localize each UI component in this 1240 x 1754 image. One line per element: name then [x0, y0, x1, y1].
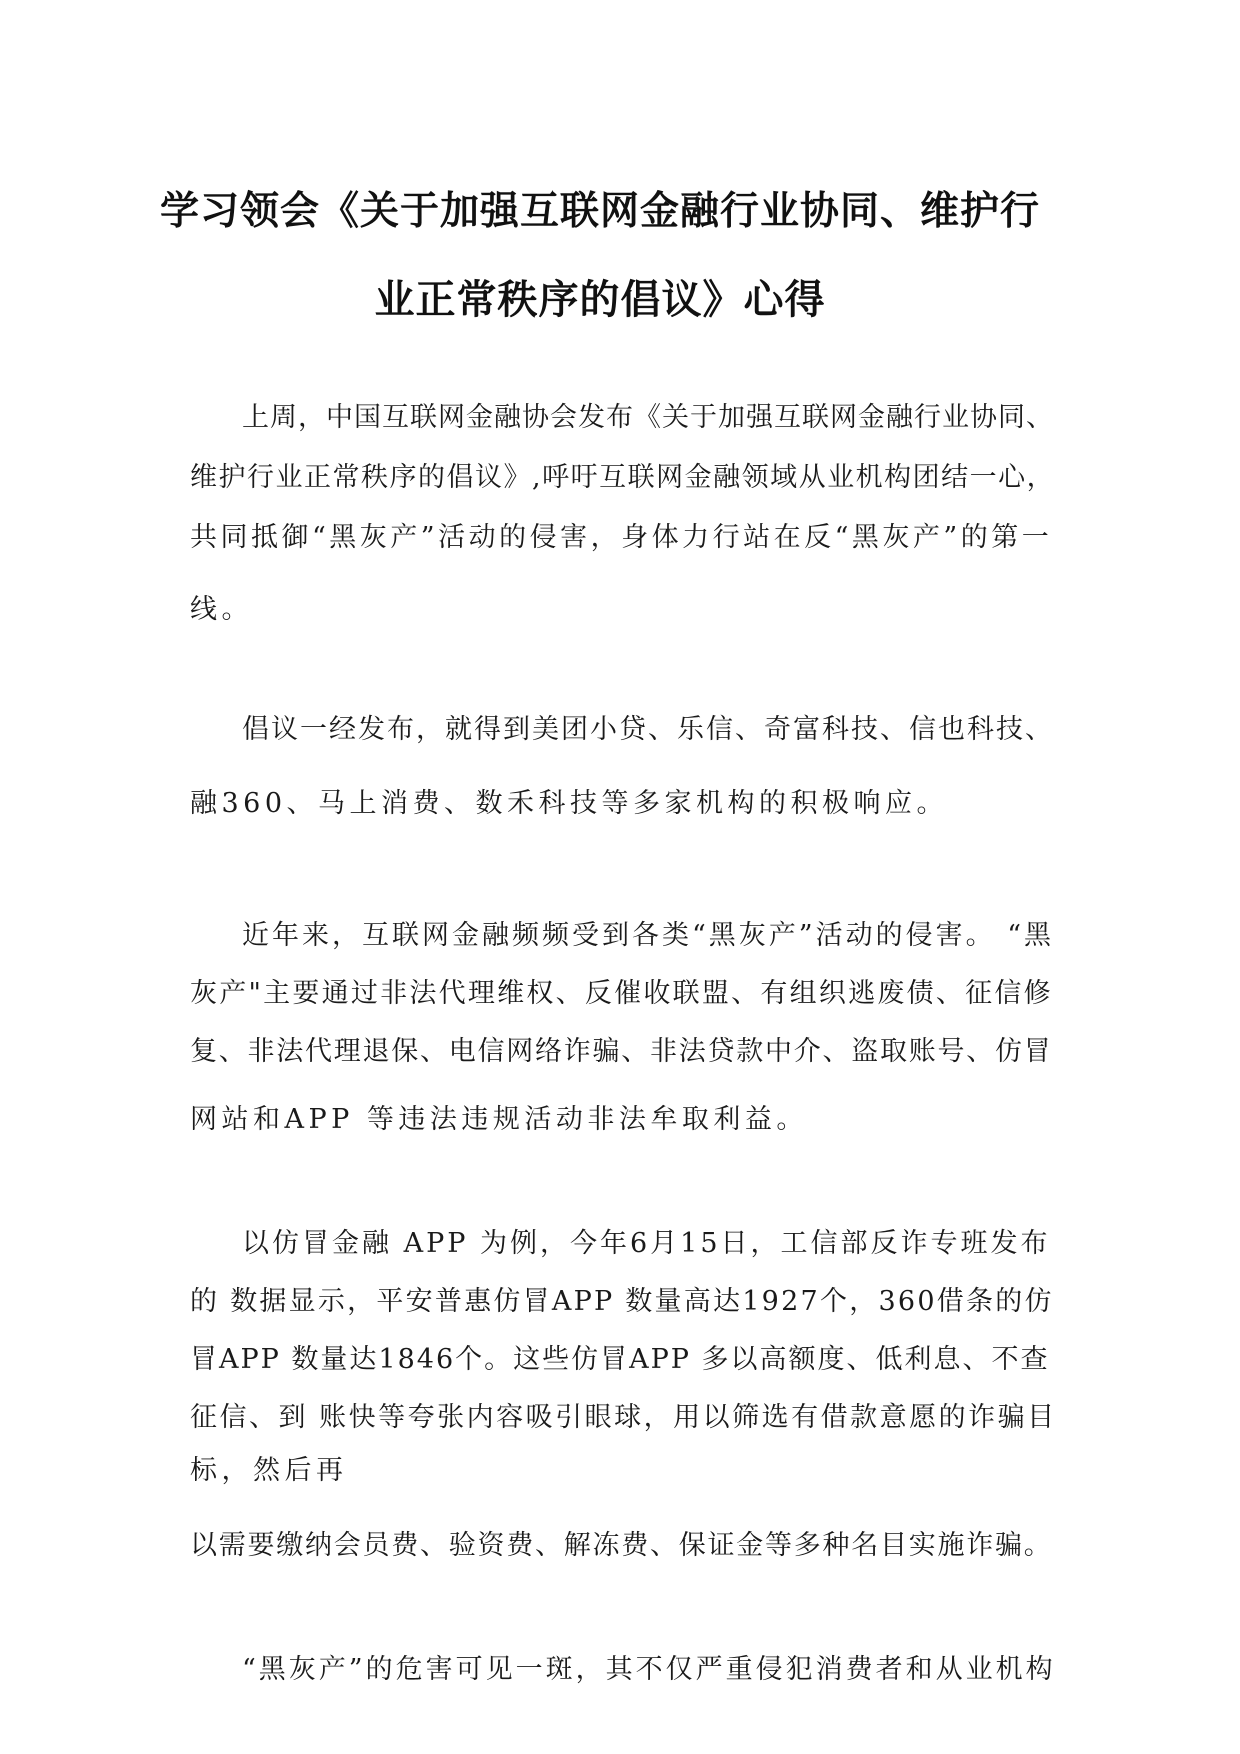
paragraph-1-line-2: 维护行业正常秩序的倡议》,呼吁互联网金融领域从业机构团结一心，	[190, 462, 1056, 493]
paragraph-1-line-3: 共同抵御“黑灰产”活动的侵害，身体力行站在反“黑灰产”的第一	[190, 522, 1053, 553]
paragraph-4-line-5: 标，然后再	[190, 1455, 348, 1486]
paragraph-3-line-3: 复、非法代理退保、电信网络诈骗、非法贷款中介、盗取账号、仿冒	[190, 1036, 1053, 1067]
paragraph-3-line-1: 近年来，互联网金融频频受到各类“黑灰产”活动的侵害。 “黑	[242, 920, 1054, 951]
document-title-line-2: 业正常秩序的倡议》心得	[374, 277, 826, 323]
paragraph-4-line-2: 的 数据显示，平安普惠仿冒APP 数量高达1927个，360借条的仿	[190, 1286, 1054, 1317]
paragraph-4-line-3: 冒APP 数量达1846个。这些仿冒APP 多以高额度、低利息、不查	[190, 1344, 1050, 1375]
paragraph-1-line-4: 线。	[190, 594, 253, 625]
paragraph-3-line-4: 网站和APP 等违法违规活动非法牟取利益。	[190, 1104, 808, 1135]
paragraph-4-line-1: 以仿冒金融 APP 为例，今年6月15日，工信部反诈专班发布	[242, 1228, 1051, 1259]
paragraph-1-line-1: 上周，中国互联网金融协会发布《关于加强互联网金融行业协同、	[242, 402, 1054, 433]
paragraph-4-line-4: 征信、到 账快等夸张内容吸引眼球，用以筛选有借款意愿的诈骗目	[190, 1402, 1057, 1433]
paragraph-2-line-2: 融360、马上消费、数禾科技等多家机构的积极响应。	[190, 788, 949, 819]
paragraph-5-line-1: “黑灰产”的危害可见一斑，其不仅严重侵犯消费者和从业机构	[242, 1654, 1056, 1685]
document-title-line-1: 学习领会《关于加强互联网金融行业协同、维护行	[159, 189, 1040, 234]
paragraph-2-line-1: 倡议一经发布，就得到美团小贷、乐信、奇富科技、信也科技、	[242, 714, 1054, 745]
paragraph-3-line-2: 灰产"主要通过非法代理维权、反催收联盟、有组织逃废债、征信修	[190, 978, 1053, 1009]
paragraph-4-line-6: 以需要缴纳会员费、验资费、解冻费、保证金等多种名目实施诈骗。	[190, 1530, 1053, 1561]
